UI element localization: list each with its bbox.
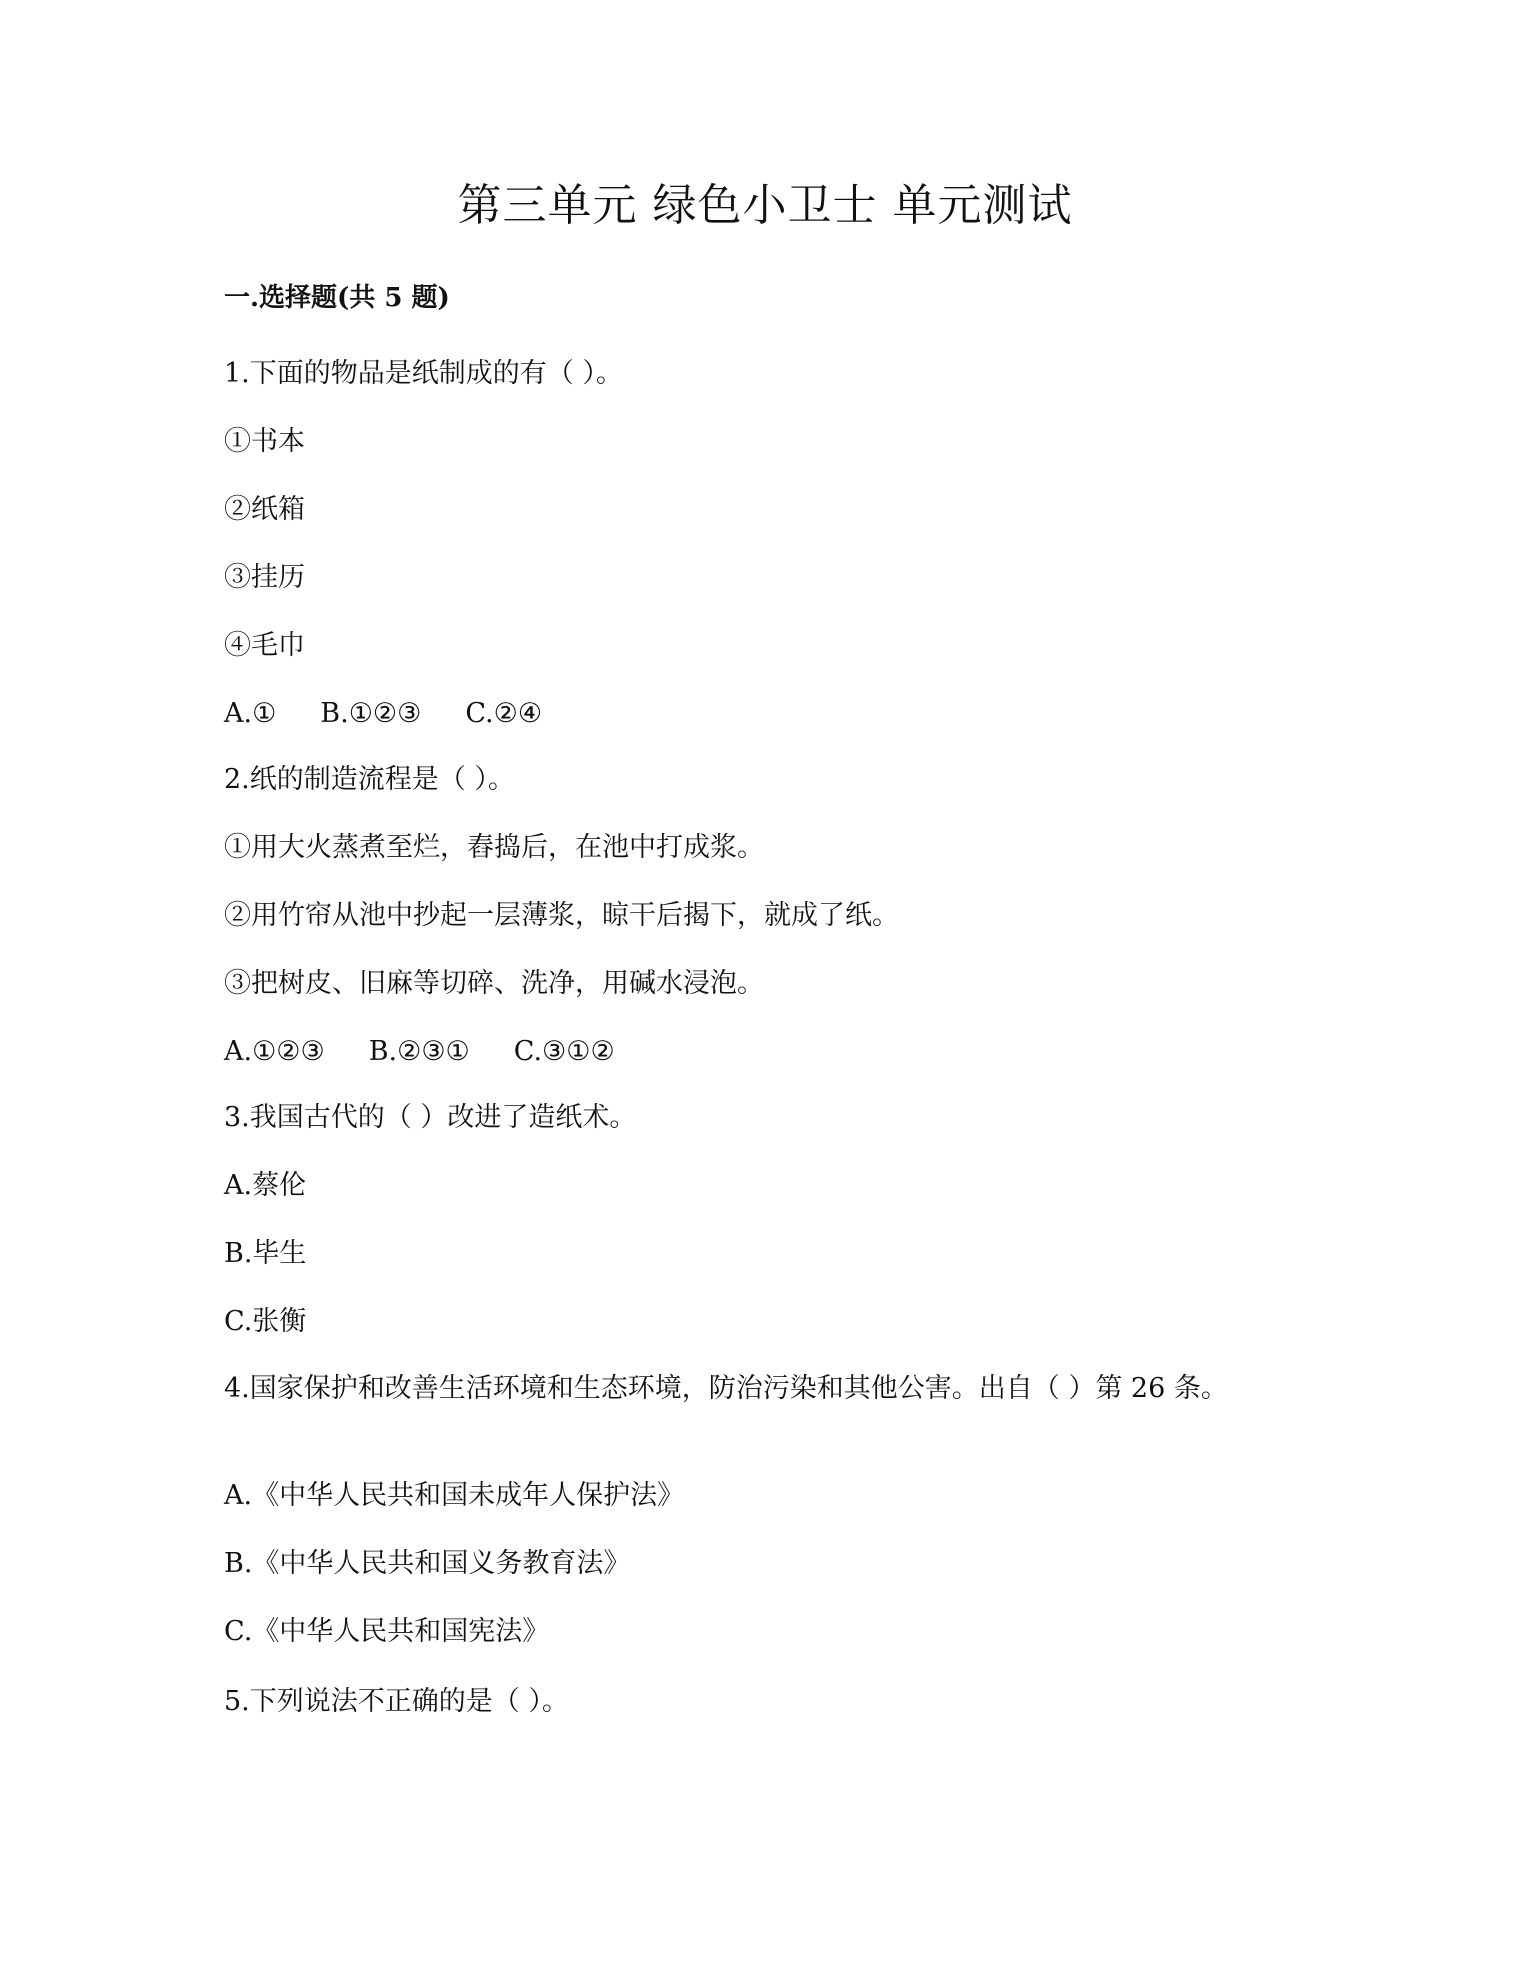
question-1-item-3: ③挂历 [224,562,305,593]
question-1-stem: 1.下面的物品是纸制成的有（ ）。 [224,358,623,389]
question-3-stem: 3.我国古代的（ ）改进了造纸术。 [224,1102,637,1133]
question-4-option-b: B.《中华人民共和国义务教育法》 [224,1548,631,1579]
page-title: 第三单元 绿色小卫士 单元测试 [457,180,1073,231]
question-1-item-1: ①书本 [224,426,305,457]
question-4-option-c: C.《中华人民共和国宪法》 [224,1616,550,1647]
question-1-choice-a: A.① [224,698,277,729]
question-1-choices [224,696,542,732]
question-3-option-a: A.蔡伦 [224,1170,307,1201]
question-2-choice-b: B.②③① [368,1036,470,1067]
question-2-item-3: ③把树皮、旧麻等切碎、洗净，用碱水浸泡。 [224,968,764,999]
section-heading: 一.选择题(共 5 题) [224,283,450,313]
question-1-choice-b: B.①②③ [320,698,422,729]
question-4-stem: 4.国家保护和改善生活环境和生态环境，防治污染和其他公害。出自（ ）第 26 条。 [224,1373,1228,1404]
question-1-item-4: ④毛巾 [224,630,305,661]
question-3-option-c: C.张衡 [224,1306,307,1337]
question-2-item-1: ①用大火蒸煮至烂，舂捣后，在池中打成浆。 [224,832,764,863]
question-3-option-b: B.毕生 [224,1238,307,1269]
question-2-item-2: ②用竹帘从池中抄起一层薄浆，晾干后揭下，就成了纸。 [224,900,899,931]
question-1-choice-c: C.②④ [465,698,543,729]
question-2-choice-c: C.③①② [513,1036,615,1067]
question-2-choice-a: A.①②③ [224,1036,325,1067]
question-1-item-2: ②纸箱 [224,494,305,525]
question-2-choices [224,1034,615,1070]
question-4-option-a: A.《中华人民共和国未成年人保护法》 [224,1480,685,1511]
question-2-stem: 2.纸的制造流程是（ ）。 [224,764,515,795]
question-5-stem: 5.下列说法不正确的是（ ）。 [224,1686,569,1717]
